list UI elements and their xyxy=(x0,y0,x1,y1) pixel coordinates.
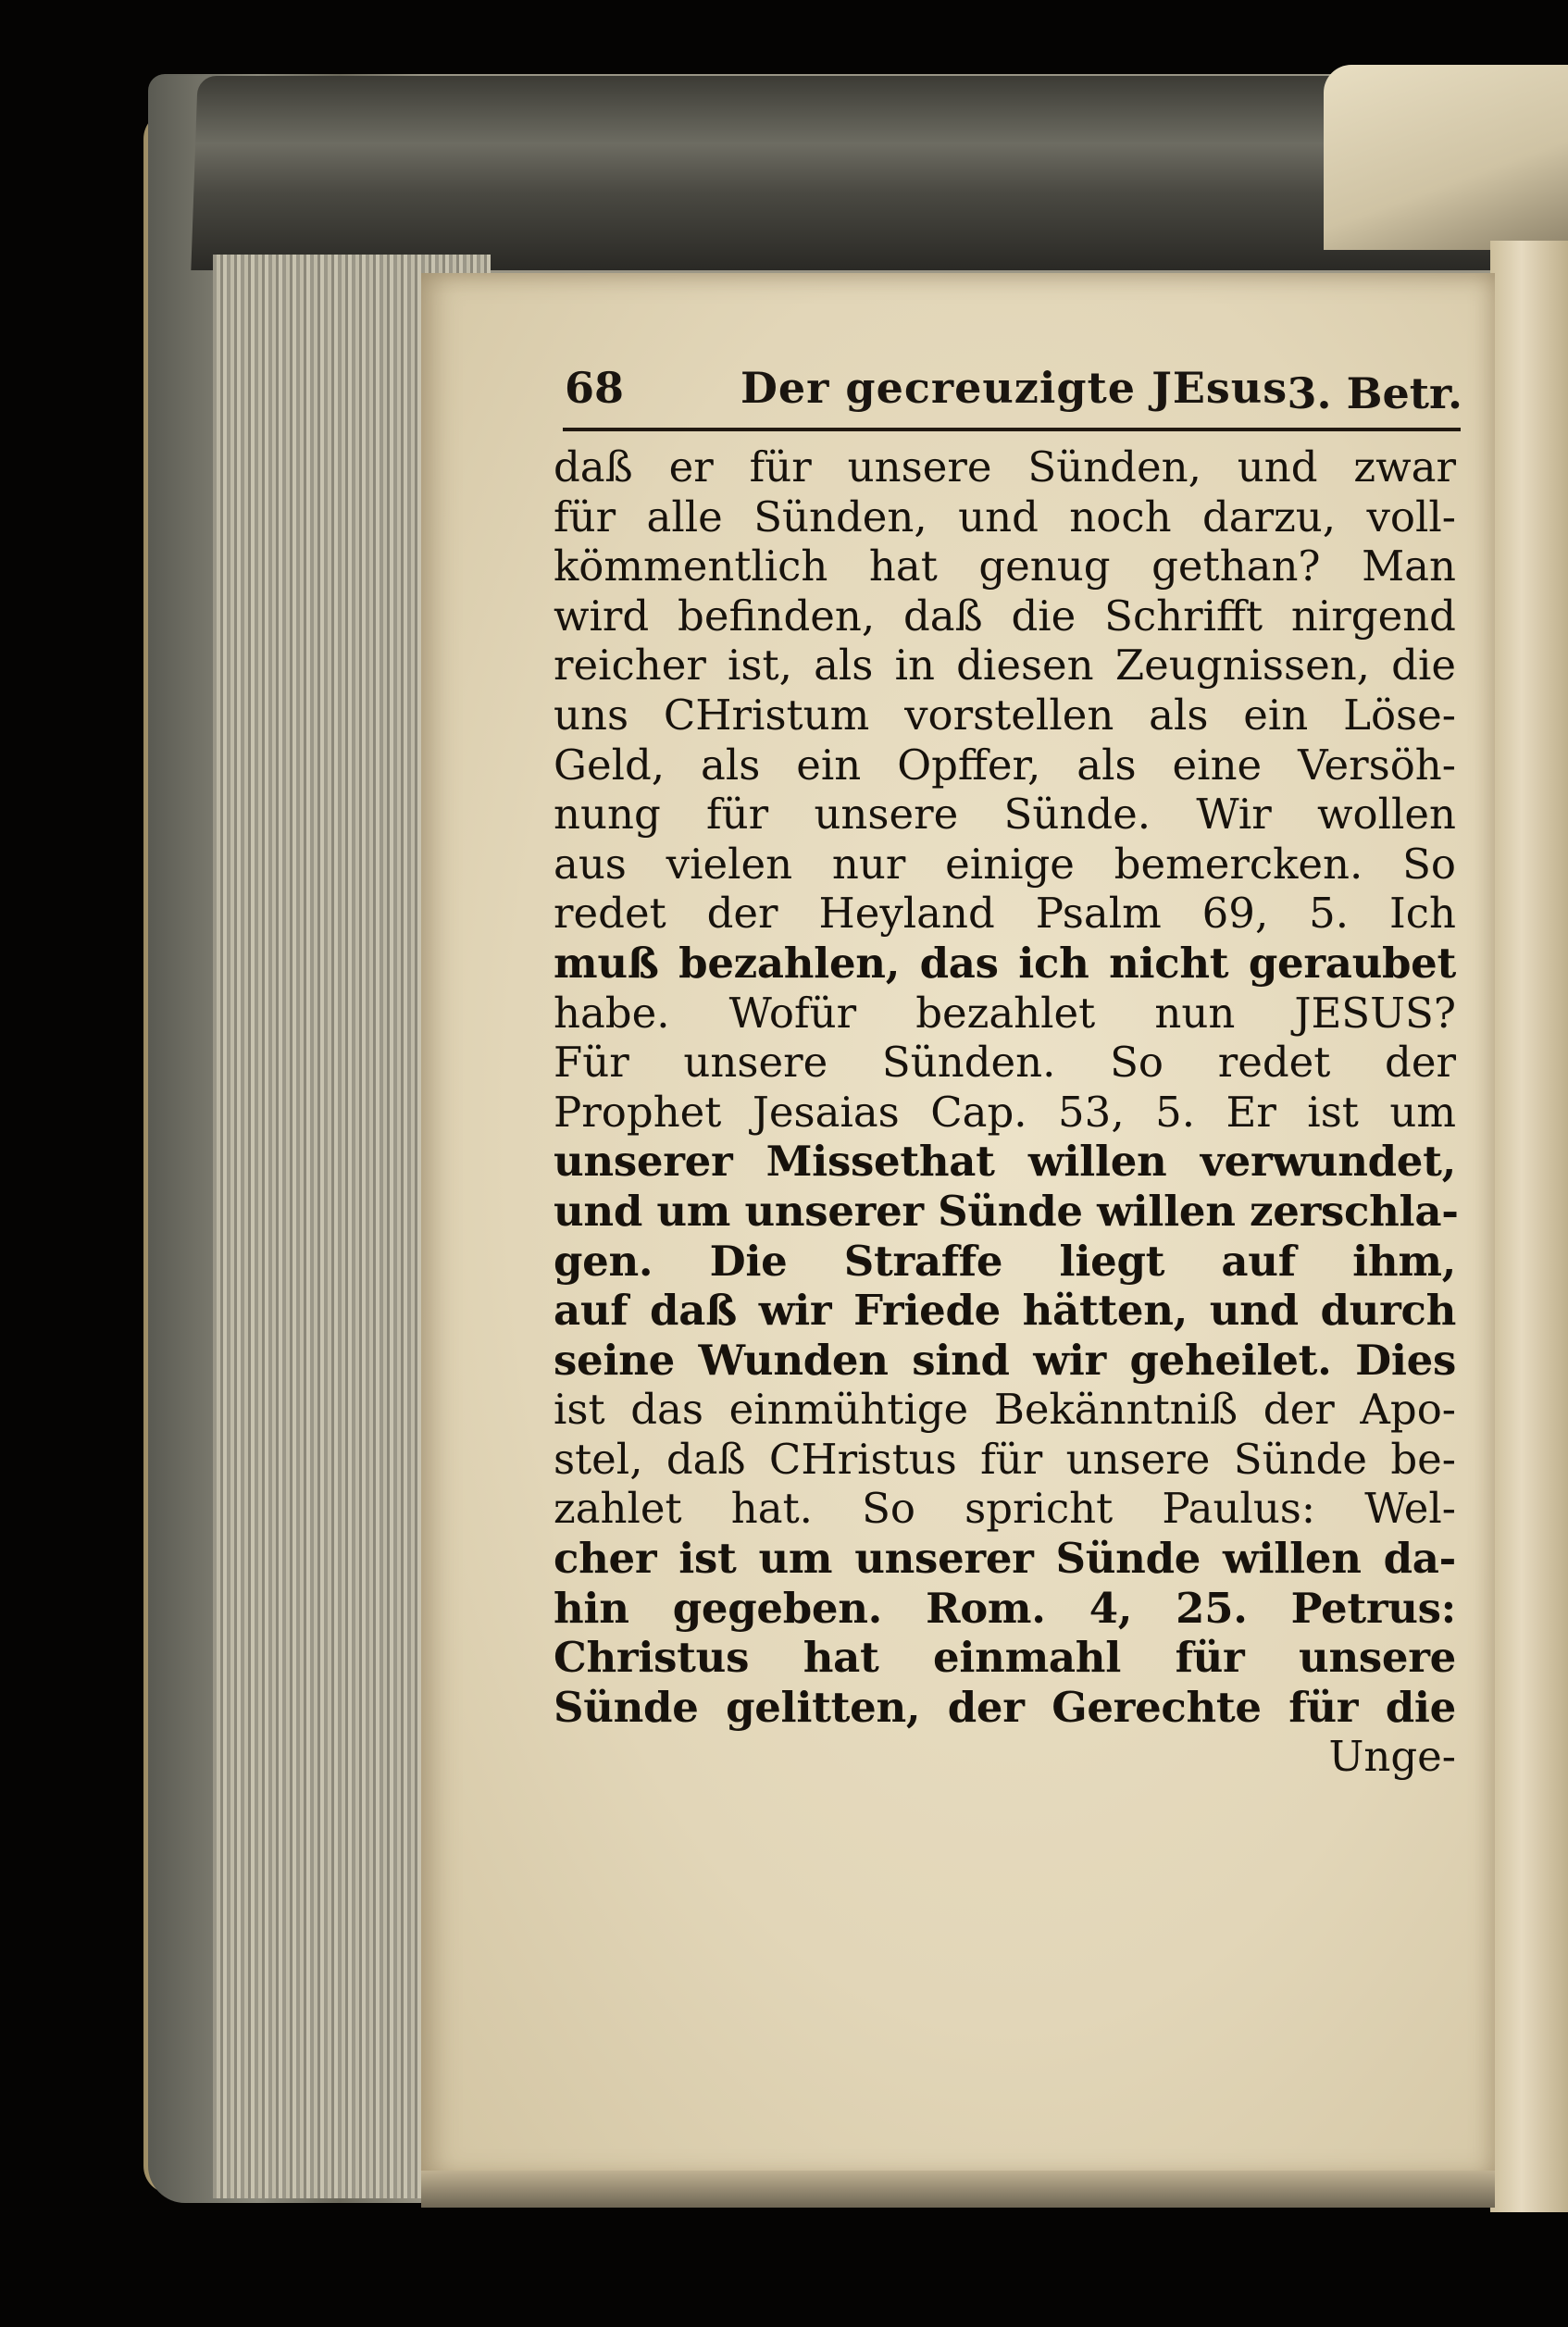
header-rule xyxy=(563,428,1461,431)
text-line: habe. Wofür bezahlet nun JESUS? xyxy=(554,988,1456,1038)
body-text xyxy=(554,442,1459,1782)
text-line: wird befinden, daß die Schrifft nirgend xyxy=(554,591,1456,641)
catchword: Unge- xyxy=(1328,1732,1456,1782)
page-header xyxy=(565,363,1462,428)
text-line: muß bezahlen, das ich nicht geraubet xyxy=(554,938,1456,988)
section-label: 3. Betr. xyxy=(1287,368,1462,418)
text-line: zahlet hat. So spricht Paulus: Wel- xyxy=(554,1484,1456,1534)
text-line: unserer Missethat willen verwundet, xyxy=(554,1137,1456,1187)
text-line: daß er für unsere Sünden, und zwar xyxy=(554,442,1456,492)
page-bottom-edge xyxy=(421,2171,1495,2208)
text-line: stel, daß CHristus für unsere Sünde be- xyxy=(554,1434,1456,1484)
text-line: redet der Heyland Psalm 69, 5. Ich xyxy=(554,889,1456,939)
text-line: aus vielen nur einige bemercken. So xyxy=(554,839,1456,889)
text-line: cher ist um unserer Sünde willen da- xyxy=(554,1534,1456,1584)
text-line: gen. Die Straffe liegt auf ihm, xyxy=(554,1236,1456,1286)
text-line: auf daß wir Friede hätten, und durch xyxy=(554,1286,1456,1336)
text-line: für alle Sünden, und noch darzu, voll- xyxy=(554,492,1456,541)
text-line: Für unsere Sünden. So redet der xyxy=(554,1038,1456,1088)
text-line: und um unserer Sünde willen zerschla- xyxy=(554,1186,1459,1236)
text-line: hin gegeben. Rom. 4, 25. Petrus: xyxy=(554,1583,1456,1633)
text-line: kömmentlich hat genug gethan? Man xyxy=(554,541,1456,591)
text-line: ist das einmühtige Bekänntniß der Apo- xyxy=(554,1385,1456,1435)
text-line: seine Wunden sind wir geheilet. Dies xyxy=(554,1335,1456,1385)
text-line: nung für unsere Sünde. Wir wollen xyxy=(554,790,1456,840)
text-line: Christus hat einmahl für unsere xyxy=(554,1633,1456,1683)
text-line: reicher ist, als in diesen Zeugnissen, die xyxy=(554,641,1456,691)
page-number: 68 xyxy=(565,363,625,413)
text-line: Prophet Jesaias Cap. 53, 5. Er ist um xyxy=(554,1087,1456,1137)
facing-page-edge xyxy=(1490,241,1568,2212)
running-title: Der gecreuzigte JEsus xyxy=(740,363,1288,413)
text-line: Geld, als ein Opffer, als eine Versöh- xyxy=(554,740,1456,790)
text-line: uns CHristum vorstellen als ein Löse- xyxy=(554,690,1456,740)
text-line: Sünde gelitten, der Gerechte für die xyxy=(554,1682,1456,1732)
facing-page-corner xyxy=(1324,65,1568,250)
